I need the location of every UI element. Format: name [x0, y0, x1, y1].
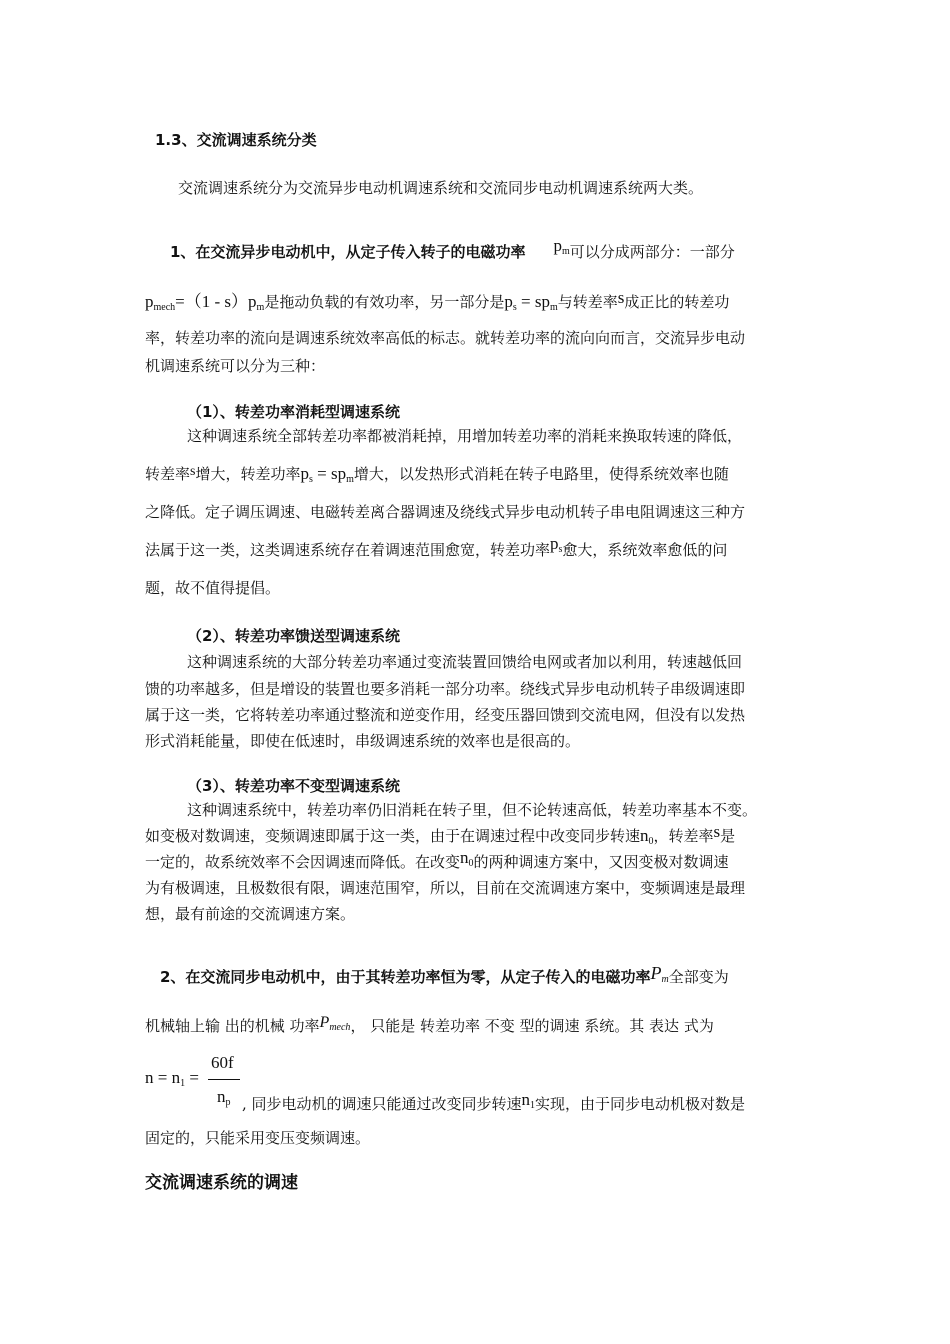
sub1-line1: 这种调速系统全部转差功率都被消耗掉，用增加转差功率的消耗来换取转速的降低， [187, 427, 743, 445]
part1-text-b: 可以分成两部分：一部分 [569, 243, 735, 261]
formula-n0: $n_0$ [460, 848, 474, 869]
sub3-line4: 为有极调速，且极数很有限，调速范围窄，所以，目前在交流调速方案中，变频调速是最理 [145, 879, 746, 897]
part1-l2-text-b: 与转差率 [557, 293, 618, 311]
sub2-line3: 属于这一类，它将转差功率通过整流和逆变作用，经变压器回馈到交流电网，但没有以发热 [145, 706, 746, 724]
formula-Pm: $P_m$ [650, 963, 669, 985]
intro-paragraph: 交流调速系统分为交流异步电动机调速系统和交流同步电动机调速系统两大类。 [178, 179, 704, 197]
section-heading: 1.3、交流调速系统分类 [155, 131, 317, 149]
sub2-heading: （2）、转差功率馈送型调速系统 [187, 627, 400, 645]
part1-l2-text-c: 成正比的转差功 [624, 293, 730, 311]
sub3-line1: 这种调速系统中，转差功率仍旧消耗在转子里，但不论转速高低，转差功率基本不变。 [187, 801, 758, 819]
part1-line2 [145, 288, 730, 318]
sub3-line2: 如变极对数调速，变频调速即属于这一类，由于在调速过程中改变同步转速$n_0$，转差率s是 [145, 822, 736, 847]
formula-denominator: $n_p$ [217, 1087, 231, 1108]
part2-line2: 机械轴上输 出的机械 功率$P_{mech}$， 只能是 转差功率 不变 型的调速 系统。其 表达 式为 [145, 1014, 714, 1035]
sub3-heading: （3）、转差功率不变型调速系统 [187, 777, 400, 795]
part1-l2-text-a: 是拖动负载的有效功率，另一部分是 [264, 293, 505, 311]
formula-ps: $p_s = sp_m$ [504, 292, 558, 313]
part2-line1: 2、在交流同步电动机中，由于其转差功率恒为零，从定子传入的电磁功率$P_m$全部变为 [160, 963, 729, 986]
sub1-line5: 题，故不值得提倡。 [145, 579, 281, 597]
sub1-line2: 转差率s增大，转差功率$p_s = sp_m$增大，以发热形式消耗在转子电路里，使得系统效率也随 [145, 464, 729, 485]
sub1-line3: 之降低。定子调压调速、电磁转差离合器调速及绕线式异步电动机转子串电阻调速这三种方 [145, 503, 746, 521]
formula-n0: $n_0$ [640, 826, 654, 847]
sub3-line3: 一定的，故系统效率不会因调速而降低。在改变$n_0$的两种调速方案中，又因变极对数调速 [145, 848, 729, 871]
formula-ps-sp: $p_s = sp_m$ [300, 464, 354, 485]
part1-line1 [170, 236, 735, 268]
sub2-line2: 馈的功率越多，但是增设的装置也要多消耗一部分功率。绕线式异步电动机转子串级调速即 [145, 680, 746, 698]
formula-n1: $n_1$ [521, 1090, 536, 1111]
formula-s: s [713, 822, 721, 841]
sub1-line4: 法属于这一类，这类调速系统存在着调速范围愈宽，转差功率$p_s$愈大，系统效率愈低的问 [145, 534, 728, 559]
fraction-bar [208, 1079, 240, 1080]
formula-pmech: $p_{mech}=(1 - s)p_m$ [145, 292, 265, 313]
footer-heading: 交流调速系统的调速 [145, 1173, 298, 1193]
formula-n-equals: $n = n_1$ = [145, 1068, 199, 1089]
part1-text-a: 1、在交流异步电动机中，从定子传入转子的电磁功率 [170, 243, 526, 261]
sub2-line4: 形式消耗能量，即使在低速时，串级调速系统的效率也是很高的。 [145, 732, 581, 750]
sub2-line1: 这种调速系统的大部分转差功率通过变流装置回馈给电网或者加以利用，转速越低回 [187, 653, 743, 671]
formula-numerator: 60f [211, 1053, 234, 1072]
formula-s: s [617, 288, 625, 307]
part2-line3: , 同步电动机的调速只能通过改变同步转速$n_1$实现，由于同步电动机极对数是 [242, 1090, 746, 1113]
part2-line4: 固定的，只能采用变压变频调速。 [145, 1129, 371, 1147]
formula-ps: $p_s$ [550, 534, 563, 555]
sub3-line5: 想，最有前途的交流调速方案。 [145, 905, 356, 923]
part1-line4: 机调速系统可以分为三种： [145, 357, 326, 375]
formula-pm: $p_m$ [553, 236, 570, 257]
formula-s: s [190, 464, 196, 479]
part1-line3: 率，转差功率的流向是调速系统效率高低的标志。就转差功率的流向向而言，交流异步电动 [145, 329, 746, 347]
sub1-heading: （1）、转差功率消耗型调速系统 [187, 403, 400, 421]
formula-Pmech: $P_{mech}$ [319, 1014, 351, 1033]
